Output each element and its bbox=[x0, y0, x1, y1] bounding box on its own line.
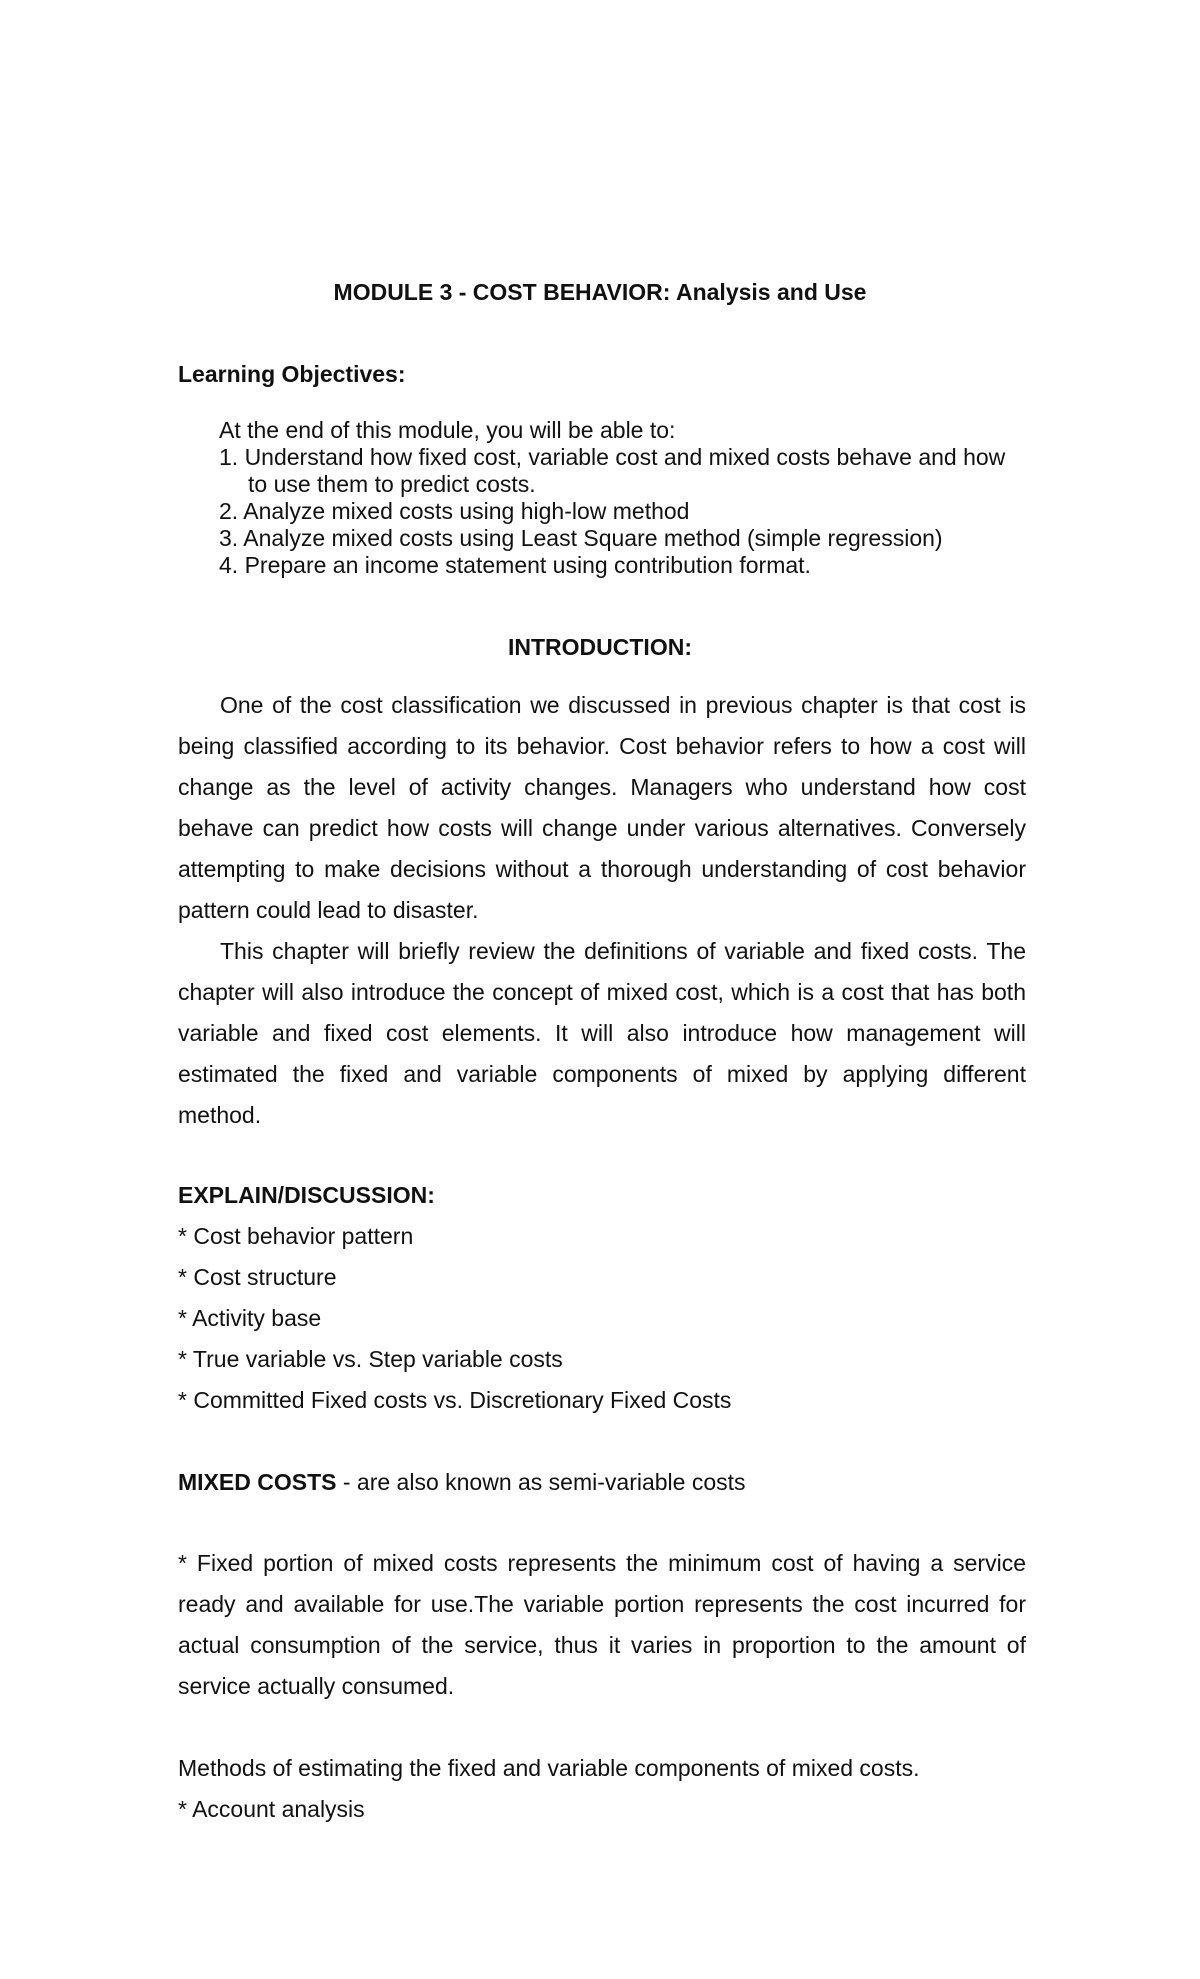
methods-section bbox=[178, 1748, 1026, 1830]
objective-item: 3. Analyze mixed costs using Least Square method (simple regression) bbox=[219, 525, 943, 551]
objectives-intro: At the end of this module, you will be able to: bbox=[219, 417, 676, 443]
explain-heading: EXPLAIN/DISCUSSION: bbox=[178, 1182, 435, 1208]
mixed-costs-term: MIXED COSTS bbox=[178, 1469, 337, 1495]
mixed-costs-paragraph: * Fixed portion of mixed costs represents the minimum cost of having a service ready and available for use.The variable portion represents the cost incurred for actual consumption of the service, thus it varies in proportion to the amount of service actually consumed. bbox=[178, 1550, 1026, 1699]
introduction-heading: INTRODUCTION: bbox=[508, 634, 692, 660]
discussion-bullet: * Cost behavior pattern bbox=[178, 1223, 414, 1249]
learning-objectives-list bbox=[219, 417, 1039, 579]
explain-discussion-section bbox=[178, 1175, 1026, 1421]
introduction-body bbox=[178, 685, 1026, 1136]
objective-item: 4. Prepare an income statement using contribution format. bbox=[219, 552, 811, 578]
discussion-bullet: * Activity base bbox=[178, 1305, 322, 1331]
mixed-costs-definition-text: - are also known as semi-variable costs bbox=[336, 1469, 746, 1495]
mixed-costs-definition bbox=[178, 1462, 746, 1503]
introduction-paragraph: One of the cost classification we discussed in previous chapter is that cost is being classified according to its behavior. Cost behavior refers to how a cost will change as the level of activity changes. Managers who understand how cost behave can predict how costs will change under various alternatives. Conversely attempting to make decisions without a thorough understanding of cost behavior pattern could lead to disaster. bbox=[178, 692, 1026, 923]
discussion-bullet: * True variable vs. Step variable costs bbox=[178, 1346, 563, 1372]
learning-objectives-heading: Learning Objectives: bbox=[178, 361, 406, 387]
objective-item-continuation: to use them to predict costs. bbox=[248, 471, 536, 497]
objective-item: 2. Analyze mixed costs using high-low method bbox=[219, 498, 690, 524]
introduction-paragraph: This chapter will briefly review the definitions of variable and fixed costs. The chapter will also introduce the concept of mixed cost, which is a cost that has both variable and fixed cost elements. It will also introduce how management will estimated the fixed and variable components of mixed by applying different method. bbox=[178, 938, 1026, 1128]
module-title: MODULE 3 - COST BEHAVIOR: Analysis and Use bbox=[333, 279, 867, 305]
discussion-bullet: * Cost structure bbox=[178, 1264, 337, 1290]
method-bullet: * Account analysis bbox=[178, 1796, 365, 1822]
objective-item: 1. Understand how fixed cost, variable cost and mixed costs behave and how bbox=[219, 444, 1006, 470]
discussion-bullet: * Committed Fixed costs vs. Discretionary Fixed Costs bbox=[178, 1387, 732, 1413]
methods-intro: Methods of estimating the fixed and variable components of mixed costs. bbox=[178, 1755, 920, 1781]
